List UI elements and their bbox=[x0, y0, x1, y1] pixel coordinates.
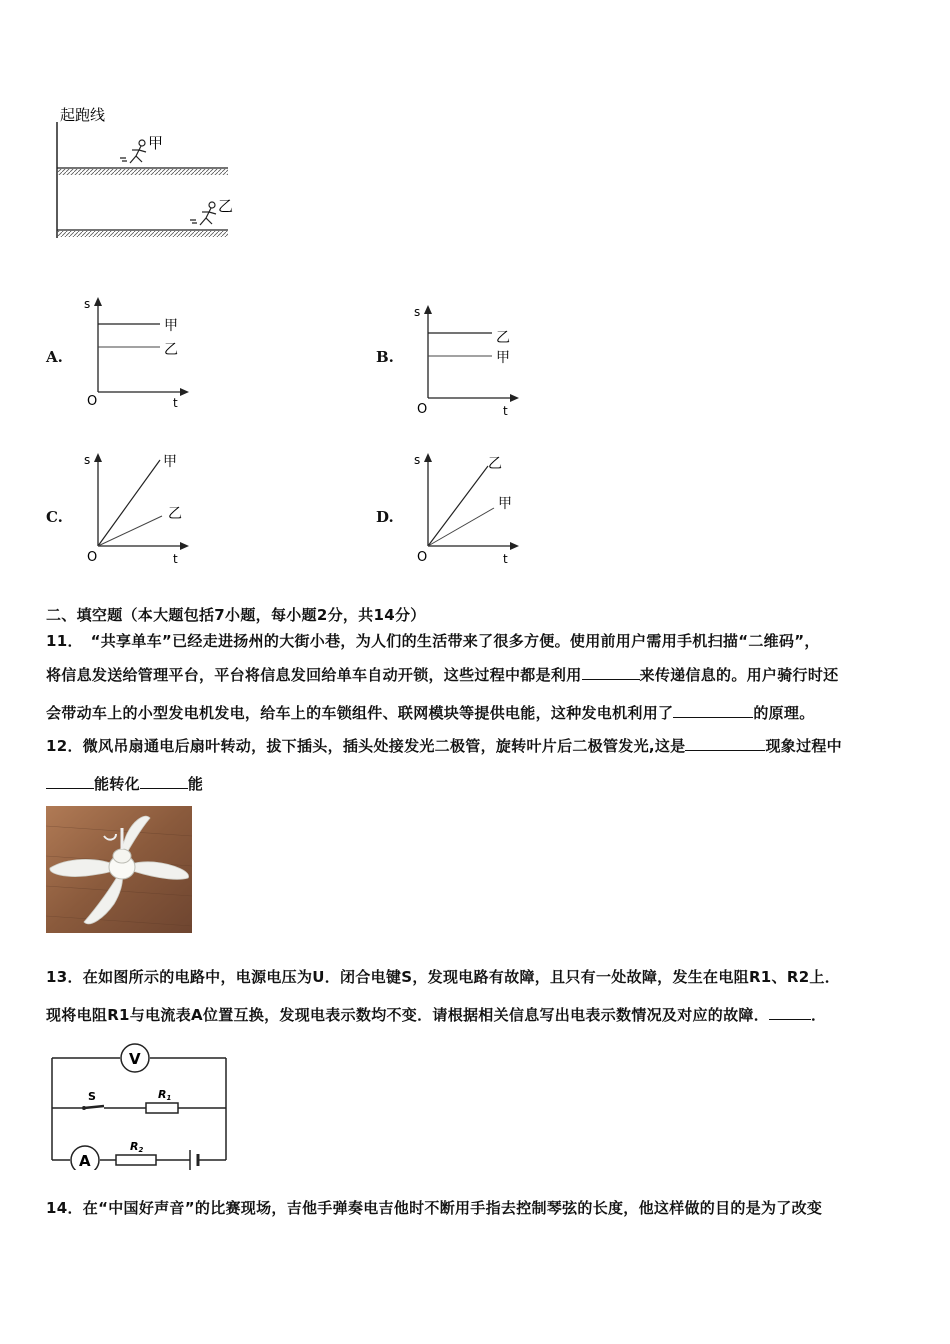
ammeter-label: A bbox=[79, 1152, 91, 1170]
runner-b-label: 乙 bbox=[218, 197, 234, 215]
resistor-r2-icon bbox=[116, 1155, 156, 1165]
runner-a-icon bbox=[120, 140, 146, 163]
option-a-letter: A. bbox=[46, 348, 63, 366]
q11-line2 bbox=[46, 656, 916, 694]
option-a-graph bbox=[78, 292, 198, 410]
q11-line1: 11． “共享单车”已经走进扬州的大街小巷，为人们的生活带来了很多方便。使用前用户需用手机扫描“二维码”， bbox=[46, 632, 820, 650]
option-b-letter: B. bbox=[376, 348, 394, 366]
option-d-axis-x: t bbox=[503, 552, 508, 566]
option-d-lower-label: 甲 bbox=[498, 496, 512, 512]
q13-text: 现将电阻R1与电流表A位置互换，发现电表示数均不变．请根据相关信息写出电表示数情况及对应的故障． bbox=[46, 1006, 770, 1024]
option-c-origin: O bbox=[87, 550, 98, 565]
q13-blank[interactable] bbox=[769, 1005, 811, 1020]
q11-blank-1[interactable] bbox=[582, 665, 640, 680]
q11-text-d: 的原理。 bbox=[753, 704, 815, 722]
ceiling-fan-photo bbox=[46, 806, 192, 933]
q12-text-d: 能 bbox=[187, 775, 204, 793]
option-c-upper-label: 甲 bbox=[163, 454, 177, 470]
section-heading: 二、填空题（本大题包括7小题，每小题2分，共14分） bbox=[46, 606, 426, 624]
q14-line1: 14．在“中国好声音”的比赛现场，吉他手弹奏电吉他时不断用手指去控制琴弦的长度，他这样做的目的是为了改变 bbox=[46, 1199, 823, 1217]
option-b-origin: O bbox=[417, 402, 428, 417]
q12-line2 bbox=[46, 765, 916, 803]
q12-text-a: 12．微风吊扇通电后扇叶转动，拔下插头，插头处接发光二极管，旋转叶片后二极管发光,这是 bbox=[46, 737, 686, 755]
circuit-diagram bbox=[46, 1040, 231, 1170]
option-d-letter: D. bbox=[376, 508, 394, 526]
q13-end: ． bbox=[811, 1006, 827, 1024]
q12-text-b: 现象过程中 bbox=[765, 737, 842, 755]
r1-label: R1 bbox=[158, 1088, 172, 1102]
track-figure bbox=[50, 100, 240, 245]
switch-label: S bbox=[88, 1090, 96, 1103]
voltmeter-label: V bbox=[129, 1050, 141, 1068]
option-c-axis-x: t bbox=[173, 552, 178, 566]
option-c-graph bbox=[78, 448, 198, 568]
q11-text-c: 会带动车上的小型发电机发电，给车上的车锁组件、联网模块等提供电能，这种发电机利用了 bbox=[46, 704, 674, 722]
option-c-axis-y: s bbox=[84, 453, 91, 467]
option-a-upper-label: 甲 bbox=[164, 318, 178, 334]
resistor-r1-icon bbox=[146, 1103, 178, 1113]
runner-b-icon bbox=[190, 202, 216, 225]
option-b-axis-x: t bbox=[503, 404, 508, 418]
q12-blank-3[interactable] bbox=[140, 774, 188, 789]
q12-line1 bbox=[46, 727, 916, 765]
r2-label: R2 bbox=[130, 1140, 144, 1154]
option-b-upper-label: 乙 bbox=[496, 330, 510, 346]
q11-blank-2[interactable] bbox=[673, 703, 753, 718]
battery-icon bbox=[190, 1150, 198, 1170]
option-a-lower-label: 乙 bbox=[164, 342, 178, 358]
option-c-letter: C. bbox=[46, 508, 63, 526]
option-b-lower-label: 甲 bbox=[496, 350, 510, 366]
option-d-upper-label: 乙 bbox=[488, 456, 502, 472]
option-a-origin: O bbox=[87, 394, 98, 409]
q12-blank-1[interactable] bbox=[685, 736, 765, 751]
q13-line2 bbox=[46, 996, 916, 1034]
option-b-axis-y: s bbox=[414, 305, 421, 319]
start-line-label: 起跑线 bbox=[60, 106, 106, 124]
option-b-graph bbox=[408, 300, 528, 420]
option-a-axis-x: t bbox=[173, 396, 178, 410]
q12-text-c: 能转化 bbox=[94, 775, 140, 793]
option-d-axis-y: s bbox=[414, 453, 421, 467]
option-d-graph bbox=[408, 448, 528, 568]
q11-text-a: 将信息发送给管理平台，平台将信息发回给单车自动开锁，这些过程中都是利用 bbox=[46, 666, 582, 684]
option-c-lower-label: 乙 bbox=[168, 506, 182, 522]
option-d-origin: O bbox=[417, 550, 428, 565]
option-a-axis-y: s bbox=[84, 297, 91, 311]
runner-a-label: 甲 bbox=[148, 134, 164, 152]
q12-blank-2[interactable] bbox=[46, 774, 94, 789]
q11-text-b: 来传递信息的。用户骑行时还 bbox=[639, 666, 839, 684]
q13-line1: 13．在如图所示的电路中，电源电压为U．闭合电键S，发现电路有故障，且只有一处故障，发生在电阻R1、R2上． bbox=[46, 968, 841, 986]
